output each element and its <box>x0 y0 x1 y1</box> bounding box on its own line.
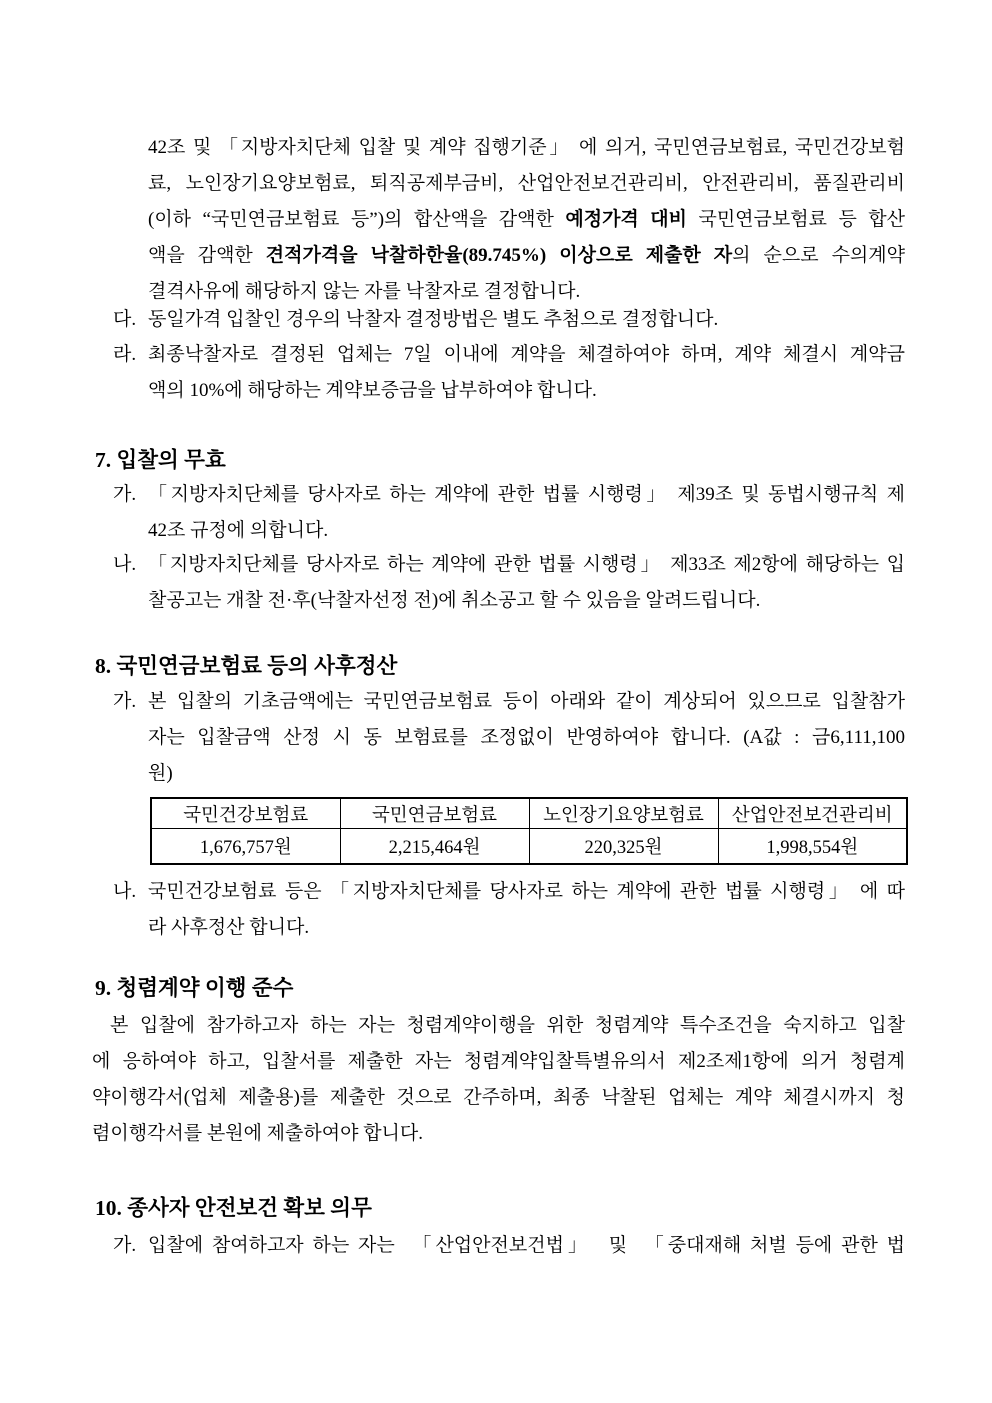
table-header-cell: 노인장기요양보험료 <box>529 798 718 829</box>
paragraph-line: 자는 입찰금액 산정 시 동 보험료를 조정없이 반영하여야 합니다. (A값 : 금6,111,100 <box>148 727 905 748</box>
item-label: 가. <box>113 691 137 712</box>
text-segment: (이하 “국민연금보험료 등”)의 합산액을 감액한 <box>148 209 566 230</box>
paragraph-line: 에 응하여야 하고, 입찰서를 제출한 자는 청렴계약입찰특별유의서 제2조제1항에 의거 청렴계 <box>92 1051 905 1072</box>
paragraph-line: 라 사후정산 합니다. <box>148 917 310 938</box>
table-value-cell: 1,998,554원 <box>718 829 907 865</box>
section-7-title: 7. 입찰의 무효 <box>95 448 226 472</box>
list-item-ra <box>113 337 905 409</box>
text-segment: 국민연금보험료 등 합산 <box>686 209 905 230</box>
paragraph-line: 42조 규정에 의합니다. <box>148 520 329 541</box>
paragraph-line: 본 입찰에 참가하고자 하는 자는 청렴계약이행을 위한 청렴계약 특수조건을 숙지하고 입찰 <box>110 1015 905 1036</box>
table-header-cell: 국민연금보험료 <box>340 798 529 829</box>
item-label: 가. <box>113 484 137 505</box>
list-item-7-ga <box>113 477 905 549</box>
paragraph-line: 렴이행각서를 본원에 제출하여야 합니다. <box>92 1123 424 1144</box>
list-item-8-ga <box>113 684 905 792</box>
paragraph-line: 찰공고는 개찰 전·후(낙찰자선정 전)에 취소공고 할 수 있음을 알려드립니다. <box>148 590 761 611</box>
paragraph-line: 동일가격 입찰인 경우의 낙찰자 결정방법은 별도 추첨으로 결정합니다. <box>148 309 719 330</box>
paragraph-line <box>148 202 905 238</box>
paragraph-line: 「지방자치단체를 당사자로 하는 계약에 관한 법률 시행령」 제39조 및 동법시행규칙 제 <box>148 484 905 505</box>
paragraph-line: 액의 10%에 해당하는 계약보증금을 납부하여야 합니다. <box>148 380 597 401</box>
item-label: 라. <box>113 344 137 365</box>
bold-text-segment: 견적가격을 낙찰하한율(89.745%) 이상으로 제출한 자 <box>265 245 733 266</box>
table-value-cell: 1,676,757원 <box>151 829 340 865</box>
item-label: 가. <box>113 1235 137 1256</box>
section-9-paragraph <box>92 1008 905 1152</box>
table-value-row <box>151 829 907 865</box>
section-8-title: 8. 국민연금보험료 등의 사후정산 <box>95 654 398 678</box>
paragraph-line: 「지방자치단체를 당사자로 하는 계약에 관한 법률 시행령」 제33조 제2항에 해당하는 입 <box>148 554 905 575</box>
paragraph-line: 본 입찰의 기초금액에는 국민연금보험료 등이 아래와 같이 계상되어 있으므로 입찰참가 <box>148 691 905 712</box>
paragraph-line: 입찰에 참여하고자 하는 자는 「산업안전보건법」 및 「중대재해 처벌 등에 관한 법 <box>148 1235 905 1256</box>
section-9-title: 9. 청렴계약 이행 준수 <box>95 976 294 1000</box>
text-segment: 의 순으로 수의계약 <box>732 245 905 266</box>
item-label: 다. <box>113 309 137 330</box>
list-item-10-ga <box>113 1228 905 1264</box>
table-header-cell: 국민건강보험료 <box>151 798 340 829</box>
paragraph-line <box>148 238 905 274</box>
item-label: 나. <box>113 881 137 902</box>
insurance-fee-table <box>150 797 908 865</box>
table-value-cell: 2,215,464원 <box>340 829 529 865</box>
paragraph-line: 최종낙찰자로 결정된 업체는 7일 이내에 계약을 체결하여야 하며, 계약 체결시 계약금 <box>148 344 905 365</box>
list-item-7-na <box>113 547 905 619</box>
table-value-cell: 220,325원 <box>529 829 718 865</box>
list-item-da <box>113 302 905 338</box>
paragraph-line: 42조 및 「지방자치단체 입찰 및 계약 집행기준」 에 의거, 국민연금보험료, 국민건강보험 <box>148 137 905 158</box>
bold-text-segment: 예정가격 대비 <box>565 209 687 230</box>
list-item-8-na <box>113 874 905 946</box>
paragraph-line: 료, 노인장기요양보험료, 퇴직공제부금비, 산업안전보건관리비, 안전관리비, 품질관리비 <box>148 173 905 194</box>
item-label: 나. <box>113 554 137 575</box>
paragraph-line: 원) <box>148 763 173 784</box>
paragraph-line: 국민건강보험료 등은 「지방자치단체를 당사자로 하는 계약에 관한 법률 시행령」 에 따 <box>148 881 905 902</box>
paragraph-line: 결격사유에 해당하지 않는 자를 낙찰자로 결정합니다. <box>148 281 581 302</box>
table-header-row <box>151 798 907 829</box>
paragraph-line: 약이행각서(업체 제출용)를 제출한 것으로 간주하며, 최종 낙찰된 업체는 계약 체결시까지 청 <box>92 1087 905 1108</box>
intro-paragraph <box>148 130 905 310</box>
table-header-cell: 산업안전보건관리비 <box>718 798 907 829</box>
section-10-title: 10. 종사자 안전보건 확보 의무 <box>95 1196 372 1220</box>
text-segment: 액을 감액한 <box>148 245 266 266</box>
